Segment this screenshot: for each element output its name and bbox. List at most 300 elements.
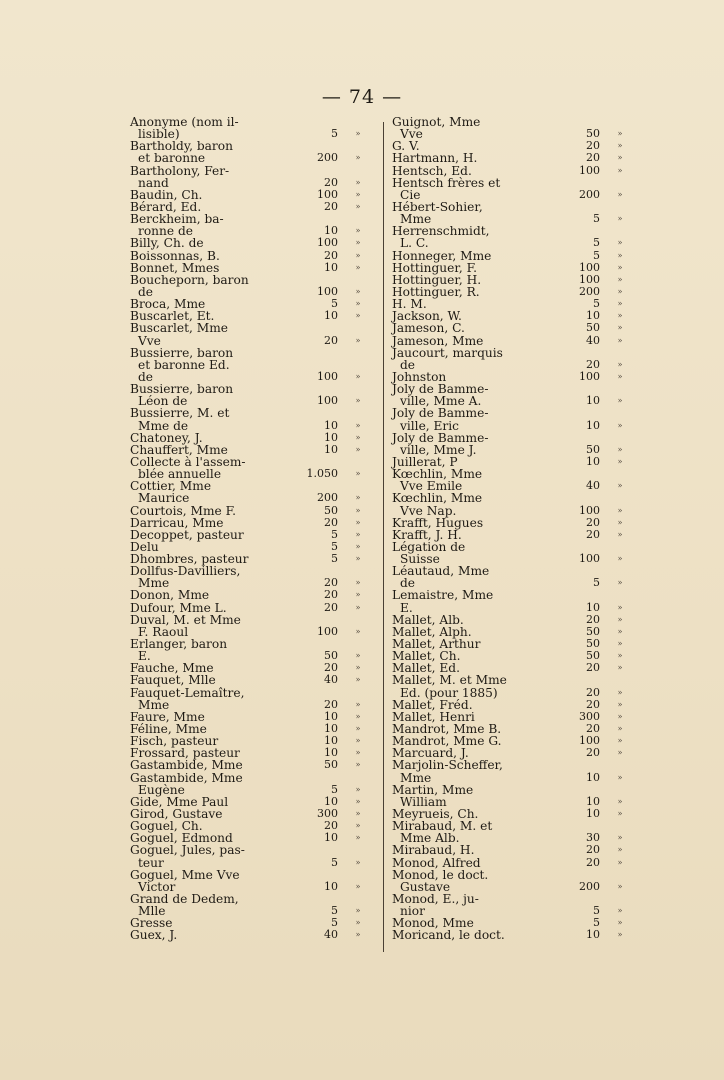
donor-entry [392,759,628,783]
ditto-mark: » [355,626,361,636]
ditto-mark: » [355,809,361,819]
ditto-mark: » [617,189,623,199]
donor-name: Girod, Gustave [130,807,223,822]
donation-amount: 200 [317,491,338,505]
donor-name-line [130,517,366,529]
donation-amount: 200 [579,187,600,201]
ditto-mark: » [617,323,623,333]
ditto-mark: » [617,930,623,940]
donor-name: Kœchlin, Mme [392,491,483,506]
donor-name: Hartmann, H. [392,151,478,166]
ditto-mark: » [355,371,361,381]
donor-entry [130,614,366,638]
ditto-mark: » [355,760,361,770]
donation-amount: 10 [586,794,600,808]
donor-name-continuation [392,772,628,784]
donor-name: H. M. [392,297,427,312]
donor-entry [130,772,366,796]
donation-amount: 20 [324,588,338,602]
donation-amount: 100 [317,394,338,408]
donation-amount: 5 [331,916,338,930]
donation-amount: 10 [324,418,338,432]
donor-name: Légation de [392,539,466,554]
donor-name-line [130,772,366,784]
donation-amount: 10 [324,746,338,760]
donor-name: Jackson, W. [392,309,462,324]
donation-amount: 200 [579,879,600,893]
donation-amount: 100 [579,503,600,517]
ditto-mark: » [355,129,361,139]
ditto-mark: » [617,238,623,248]
donor-name: Mallet, Alph. [392,624,472,639]
donor-entry [392,492,628,516]
donor-name: Grand de Dedem, [130,892,239,906]
ditto-mark: » [355,444,361,454]
ditto-mark: » [617,626,623,636]
donor-name-line [130,262,366,274]
donor-name: Hottinguer, H. [392,272,482,287]
donor-entry [130,869,366,893]
donor-name-line [130,674,366,686]
donor-name: Mandrot, Mme B. [392,722,502,737]
donor-entry [392,468,628,492]
donor-entry [130,589,366,601]
ditto-mark: » [617,165,623,175]
donor-name: Honneger, Mme [392,248,492,263]
donor-entry [392,517,628,529]
donor-name: Lemaistre, Mme [392,588,494,603]
donor-name: Mme de [138,418,189,433]
donation-amount: 20 [586,661,600,675]
donor-entry [130,456,366,480]
donor-name: Guex, J. [130,928,178,943]
ditto-mark: » [617,857,623,867]
donation-amount: 10 [324,709,338,723]
donation-amount: 20 [586,515,600,529]
donation-amount: 50 [586,649,600,663]
donor-name-line [392,322,628,334]
donation-amount: 50 [586,442,600,456]
donor-name: Anonyme (nom il- [130,115,239,129]
donor-name: de [138,369,154,384]
donor-name: Krafft, J. H. [392,527,462,542]
donation-amount: 10 [324,430,338,444]
donor-name: Bussierre, baron [130,345,234,360]
donor-name: Baudin, Ch. [130,187,203,202]
ditto-mark: » [617,371,623,381]
donor-name: Bussierre, M. et [130,406,230,421]
donor-name-line [392,152,628,164]
donor-name: Joly de Bamme- [392,406,489,421]
donor-name: Mme [138,576,170,591]
ditto-mark: » [355,857,361,867]
ditto-mark: » [617,274,623,284]
donor-name: Gastambide, Mme [130,770,243,785]
ditto-mark: » [355,153,361,163]
donor-entry [130,893,366,917]
donor-entry [392,347,628,371]
donor-name-line [392,407,628,419]
ditto-mark: » [355,529,361,539]
donor-name-continuation [392,420,628,432]
donor-name: Mirabaud, M. et [392,819,493,834]
ditto-mark: » [355,736,361,746]
donor-name: Moricand, le doct. [392,928,505,943]
donation-amount: 5 [331,297,338,311]
donor-entry [392,383,628,407]
donor-name-line [392,589,628,601]
donor-entry [130,674,366,686]
ditto-mark: » [355,541,361,551]
donor-entry [392,250,628,262]
donor-name-line [130,165,366,177]
donation-amount: 10 [586,394,600,408]
donor-entry [392,177,628,201]
donor-name: Meyrueis, Ch. [392,807,479,822]
donation-amount: 5 [331,127,338,141]
donation-amount: 100 [579,552,600,566]
donor-entry [392,152,628,164]
donor-name-line [392,844,628,856]
donor-name: Ed. (pour 1885) [400,685,498,700]
donation-amount: 5 [593,576,600,590]
ditto-mark: » [617,359,623,369]
ditto-mark: » [355,663,361,673]
donor-name: F. Raoul [138,624,189,639]
ditto-mark: » [617,286,623,296]
donor-name: Goguel, Edmond [130,831,233,846]
ditto-mark: » [355,881,361,891]
donor-name: Mandrot, Mme G. [392,734,502,749]
donation-amount: 10 [586,309,600,323]
donor-name-line [130,844,366,856]
donor-entry [392,322,628,334]
donor-entry [130,262,366,274]
donation-amount: 20 [324,248,338,262]
donor-name: Herrenschmidt, [392,224,490,239]
donation-amount: 50 [586,321,600,335]
donor-name: Faure, Mme [130,709,205,724]
donor-name-line [392,759,628,771]
donation-amount: 5 [593,236,600,250]
donor-name: Buscarlet, Et. [130,309,215,324]
ditto-mark: » [355,833,361,843]
donor-name: Mallet, Fréd. [392,697,473,712]
ditto-mark: » [355,505,361,515]
donation-amount: 40 [586,333,600,347]
donor-name: Guignot, Mme [392,115,481,129]
ditto-mark: » [355,517,361,527]
ditto-mark: » [617,699,623,709]
donor-name: Vve [138,333,161,348]
donor-name: Dufour, Mme L. [130,600,227,615]
donor-name: Vve [400,127,423,142]
donor-name-line [392,929,628,941]
donor-name: Decoppet, pasteur [130,527,244,542]
ditto-mark: » [617,481,623,491]
ditto-mark: » [355,432,361,442]
donor-name: Kœchlin, Mme [392,467,483,482]
donor-name: Bérard, Ed. [130,199,202,214]
donor-name: Martin, Mme [392,782,474,797]
donation-amount: 10 [586,418,600,432]
donation-amount: 100 [317,624,338,638]
donor-name: et baronne [138,151,206,166]
ditto-mark: » [355,420,361,430]
donor-name-line [130,759,366,771]
donation-amount: 5 [593,904,600,918]
donor-name: Bartholony, Fer- [130,163,230,178]
donor-name-continuation [392,687,628,699]
donation-amount: 20 [586,746,600,760]
donor-name-line [392,165,628,177]
donation-amount: 20 [324,697,338,711]
donation-amount: 20 [586,855,600,869]
donor-name: Vve Emile [400,479,463,494]
ditto-mark: » [355,201,361,211]
ditto-mark: » [617,918,623,928]
donation-amount: 5 [331,527,338,541]
donor-entry [130,274,366,298]
donor-name: Mallet, M. et Mme [392,673,507,688]
ditto-mark: » [355,299,361,309]
donation-amount: 20 [324,199,338,213]
page-number: — 74 — [321,86,403,108]
ditto-mark: » [617,141,623,151]
donation-amount: 10 [324,260,338,274]
donor-entry [130,517,366,529]
donor-name-line [392,674,628,686]
donation-amount: 100 [317,187,338,201]
donor-name-line [130,929,366,941]
donor-name-line [130,250,366,262]
donation-amount: 5 [331,539,338,553]
donor-name-line [130,432,366,444]
donor-name: de [400,357,416,372]
donor-entry [392,407,628,431]
donor-name: blée annuelle [138,467,222,482]
donor-name: Suisse [400,552,440,567]
donor-name: Courtois, Mme F. [130,503,237,518]
donor-name: Goguel, Mme Vve [130,867,240,882]
donor-entry [392,820,628,844]
ditto-mark: » [355,796,361,806]
donor-entry [392,165,628,177]
donor-name-line [130,687,366,699]
donation-amount: 300 [579,709,600,723]
donation-amount: 20 [586,139,600,153]
donation-amount: 100 [317,236,338,250]
donor-name: Victor [138,879,176,894]
donor-name: Johnston [392,369,447,384]
donor-entry [130,687,366,711]
donor-name: Gresse [130,916,173,931]
donation-amount: 10 [586,807,600,821]
donation-amount: 10 [586,928,600,942]
ditto-mark: » [355,262,361,272]
donor-name: Joly de Bamme- [392,382,489,397]
donation-amount: 20 [586,722,600,736]
ditto-mark: » [617,881,623,891]
donor-name: Fauquet, Mlle [130,673,216,688]
donor-name: William [400,794,447,809]
donor-name: de [400,576,416,591]
ditto-mark: » [355,238,361,248]
donor-name: Féline, Mme [130,722,207,737]
donor-name: Jameson, C. [392,321,465,336]
donor-entry [392,929,628,941]
donor-name: Gastambide, Mme [130,758,243,773]
ditto-mark: » [355,821,361,831]
donor-name: Cie [400,187,421,202]
donor-name: Cottier, Mme [130,479,212,494]
donation-amount: 5 [331,552,338,566]
ditto-mark: » [617,663,623,673]
donor-name: Broca, Mme [130,297,206,312]
donor-name: Donon, Mme [130,588,210,603]
donor-name: Monod, E., ju- [392,892,479,906]
donor-name-continuation [392,602,628,614]
donor-name: Mallet, Ch. [392,649,461,664]
donor-name: Hentsch, Ed. [392,163,472,178]
ditto-mark: » [617,639,623,649]
donor-entry [130,165,366,189]
donor-name: Jameson, Mme [392,333,484,348]
donation-amount: 50 [324,503,338,517]
donor-entry [392,857,628,869]
donor-name: Jaucourt, marquis [392,345,503,360]
donation-amount: 20 [324,819,338,833]
donation-amount: 100 [579,734,600,748]
donation-amount: 200 [317,151,338,165]
ditto-mark: » [617,311,623,321]
ditto-mark: » [617,153,623,163]
donation-amount: 5 [593,212,600,226]
ditto-mark: » [355,311,361,321]
donor-name-line [130,505,366,517]
donor-name: Mme Alb. [400,831,460,846]
ditto-mark: » [617,796,623,806]
donor-entry [392,893,628,917]
ditto-mark: » [355,189,361,199]
ditto-mark: » [617,444,623,454]
donor-name-line [130,322,366,334]
ditto-mark: » [617,335,623,345]
donor-name-line [392,432,628,444]
donation-amount: 20 [586,685,600,699]
ditto-mark: » [617,809,623,819]
donor-name: Hentsch frères et [392,175,501,190]
donor-name-line [130,407,366,419]
donor-name: Mallet, Alb. [392,612,464,627]
donor-entry [392,565,628,589]
donation-amount: 5 [331,855,338,869]
donation-amount: 20 [324,333,338,347]
ditto-mark: » [355,226,361,236]
donation-amount: 10 [586,600,600,614]
donor-name-line [392,492,628,504]
donor-entry [130,505,366,517]
ditto-mark: » [617,833,623,843]
donor-name: Maurice [138,491,190,506]
donation-amount: 20 [586,843,600,857]
donation-amount: 30 [586,831,600,845]
donor-entry [392,844,628,856]
donor-name: Buscarlet, Mme [130,321,228,336]
donor-name-continuation [130,857,366,869]
donation-amount: 50 [324,649,338,663]
donor-entry [392,201,628,225]
donor-entry [130,844,366,868]
donation-amount: 20 [324,661,338,675]
ditto-mark: » [355,177,361,187]
ditto-mark: » [355,906,361,916]
donor-name: Monod, Alfred [392,855,481,870]
donor-name: ville, Mme A. [400,394,482,409]
donor-entry [392,432,628,456]
donor-name: Chauffert, Mme [130,442,228,457]
donor-entry [130,383,366,407]
donor-name: G. V. [392,139,420,154]
donor-entry [392,784,628,808]
donation-amount: 10 [324,794,338,808]
donor-name: Mallet, Arthur [392,637,481,652]
ditto-mark: » [355,699,361,709]
donor-entry [130,432,366,444]
donor-name: Delu [130,539,159,554]
donor-name-continuation [130,152,366,164]
donor-name-line [392,335,628,347]
donation-amount: 50 [586,127,600,141]
donor-name-line [130,237,366,249]
donor-name: Darricau, Mme [130,515,224,530]
donor-name: Vve Nap. [400,503,457,518]
donor-entry [130,116,366,140]
donor-entry [392,674,628,698]
ditto-mark: » [355,335,361,345]
donor-name: Monod, Mme [392,916,474,931]
donation-amount: 1.050 [306,467,338,481]
donor-name: Frossard, pasteur [130,746,240,761]
ditto-mark: » [617,420,623,430]
donor-entry [392,225,628,249]
ditto-mark: » [617,396,623,406]
donor-entry [130,322,366,346]
donation-amount: 100 [317,369,338,383]
donor-name: Fauche, Mme [130,661,214,676]
donor-entry [130,237,366,249]
ditto-mark: » [617,554,623,564]
ditto-mark: » [355,724,361,734]
donation-amount: 50 [586,624,600,638]
donation-amount: 40 [324,928,338,942]
ditto-mark: » [617,578,623,588]
donation-amount: 5 [593,248,600,262]
donor-name: Eugène [138,782,185,797]
ditto-mark: » [617,614,623,624]
donor-name: Fisch, pasteur [130,734,219,749]
donor-entry [130,565,366,589]
donor-name: Mallet, Henri [392,709,475,724]
donation-amount: 20 [586,612,600,626]
donor-name: Boucheporn, baron [130,272,249,287]
donation-amount: 50 [586,637,600,651]
donor-name: E. [400,600,413,615]
donor-name: teur [138,855,164,870]
donor-name-line [392,250,628,262]
donor-name: Collecte à l'assem- [130,454,246,469]
donor-name: Mme [400,212,432,227]
